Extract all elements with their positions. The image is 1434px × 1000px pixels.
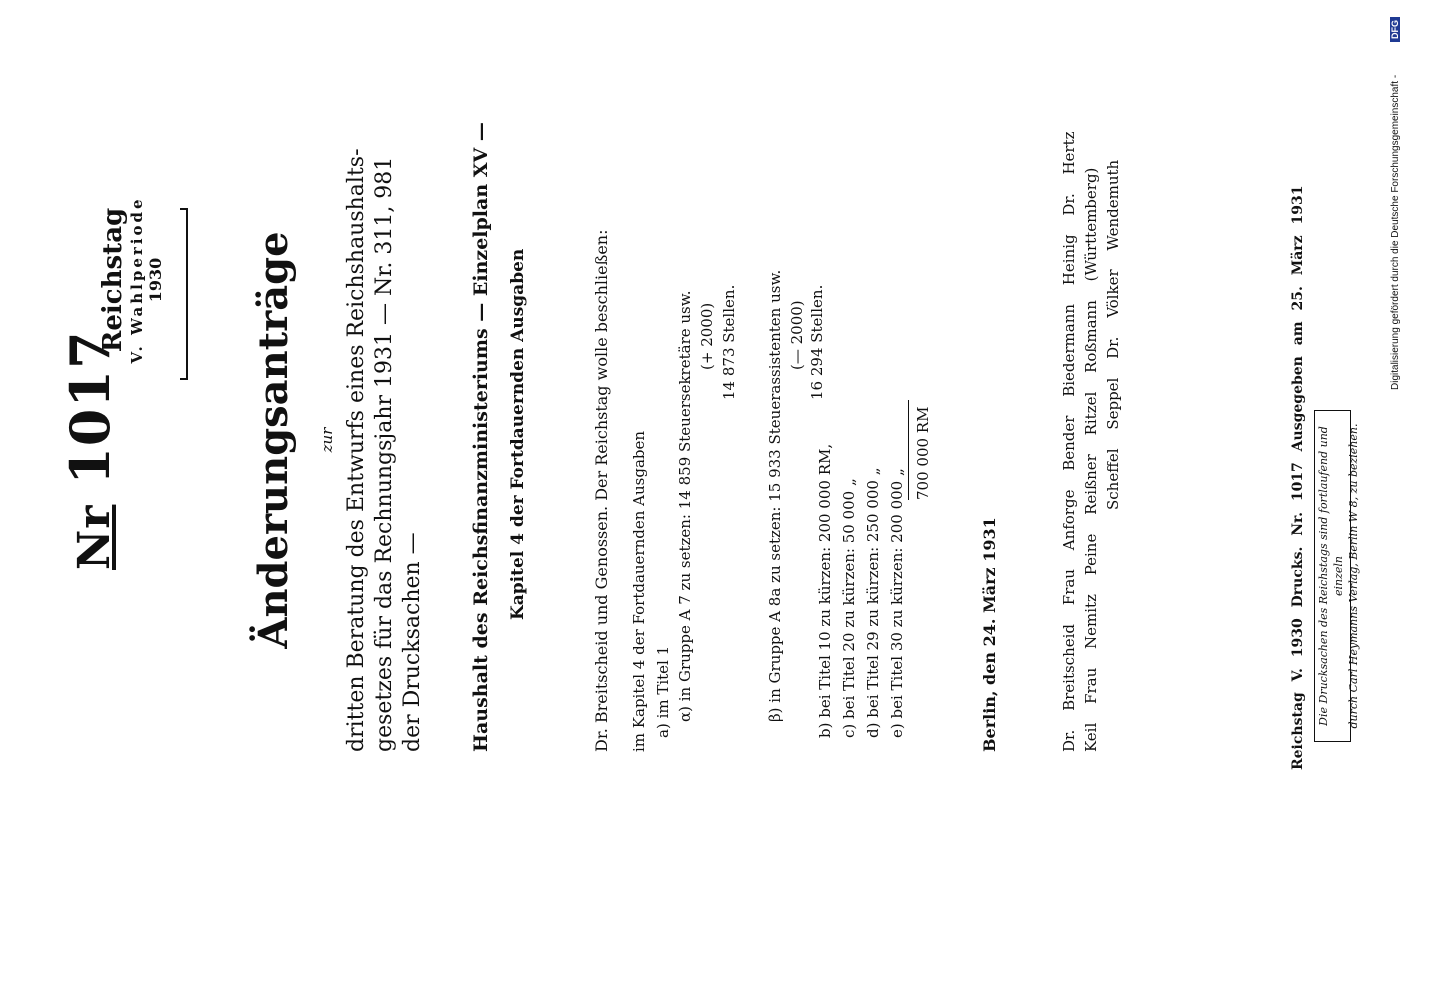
signature-line: Scheffel Seppel Dr. Völker Wendemuth (1104, 159, 1122, 510)
cut-row: b) bei Titel 10 zu kürzen: 200 000 RM, (816, 443, 834, 738)
publication-note-line: durch Carl Heymanns Verlag, Berlin W 8, zu beziehen. (1347, 423, 1360, 729)
amendment-line: (— 2000) (788, 300, 806, 370)
publication-note (1314, 410, 1360, 742)
reichstag-header (98, 180, 165, 380)
amendment-line: α) in Gruppe A 7 zu setzen: 14 859 Steuersekretäre usw. (676, 290, 694, 722)
amendment-line: 14 873 Stellen. (720, 284, 738, 400)
number-prefix: Nr (69, 504, 120, 570)
header-brace (180, 208, 188, 380)
amendment-line: a) im Titel 1 (654, 645, 672, 738)
amendment-line: im Kapitel 4 der Fortdauernden Ausgaben (630, 430, 648, 752)
footer-line: Reichstag V. 1930 Drucks. Nr. 1017 Ausgegeben am 25. März 1931 (1290, 185, 1306, 770)
place-date: Berlin, den 24. März 1931 (980, 517, 999, 752)
haushalt-heading: Haushalt des Reichsfinanzministeriums — Einzelplan XV — (470, 122, 492, 752)
amendment-line: β) in Gruppe A 8a zu setzen: 15 933 Steuerassistenten usw. (766, 269, 784, 722)
antrag-text: Dr. Breitscheid und Genossen. Der Reichstag wolle beschließen: (592, 229, 611, 752)
signature-line: Dr. Breitscheid Frau Anforge Bender Biedermann Heinig Dr. Hertz (1060, 131, 1078, 752)
intro-line: der Drucksachen — (400, 532, 425, 752)
amendment-line: 16 294 Stellen. (808, 284, 826, 400)
reichstag-title: Reichstag (98, 207, 128, 353)
number-value: 1017 (58, 330, 122, 485)
digitization-credit: Digitalisierung gefördert durch die Deutsche Forschungsgemeinschaft - (1390, 74, 1401, 390)
sum-rule (908, 400, 909, 500)
amendment-line: (+ 2000) (698, 302, 716, 370)
signature-line: Keil Frau Nemitz Peine Reißner Ritzel Roßmann (Württemberg) (1082, 167, 1100, 752)
document-title: Änderungsanträge (250, 231, 297, 649)
title-zur: zur (318, 427, 336, 453)
dfg-logo: DFG (1390, 17, 1400, 42)
reichstag-period: V. Wahlperiode (128, 196, 146, 364)
cut-row: c) bei Titel 20 zu kürzen: 50 000 „ (840, 478, 858, 738)
kapitel-heading: Kapitel 4 der Fortdauernden Ausgaben (508, 248, 528, 620)
cut-row: d) bei Titel 29 zu kürzen: 250 000 „ (864, 467, 882, 738)
reichstag-year: 1930 (146, 257, 165, 303)
publication-note-line: Die Drucksachen des Reichstags sind fortlaufend und einzeln (1317, 426, 1345, 726)
sum-total: 700 000 RM (914, 406, 932, 500)
intro-line: gesetzes für das Rechnungsjahr 1931 — Nr. 311, 981 (372, 156, 397, 752)
cut-row: e) bei Titel 30 zu kürzen: 200 000 „ (888, 468, 906, 738)
intro-line: dritten Beratung des Entwurfs eines Reichshaushalts- (344, 148, 369, 752)
